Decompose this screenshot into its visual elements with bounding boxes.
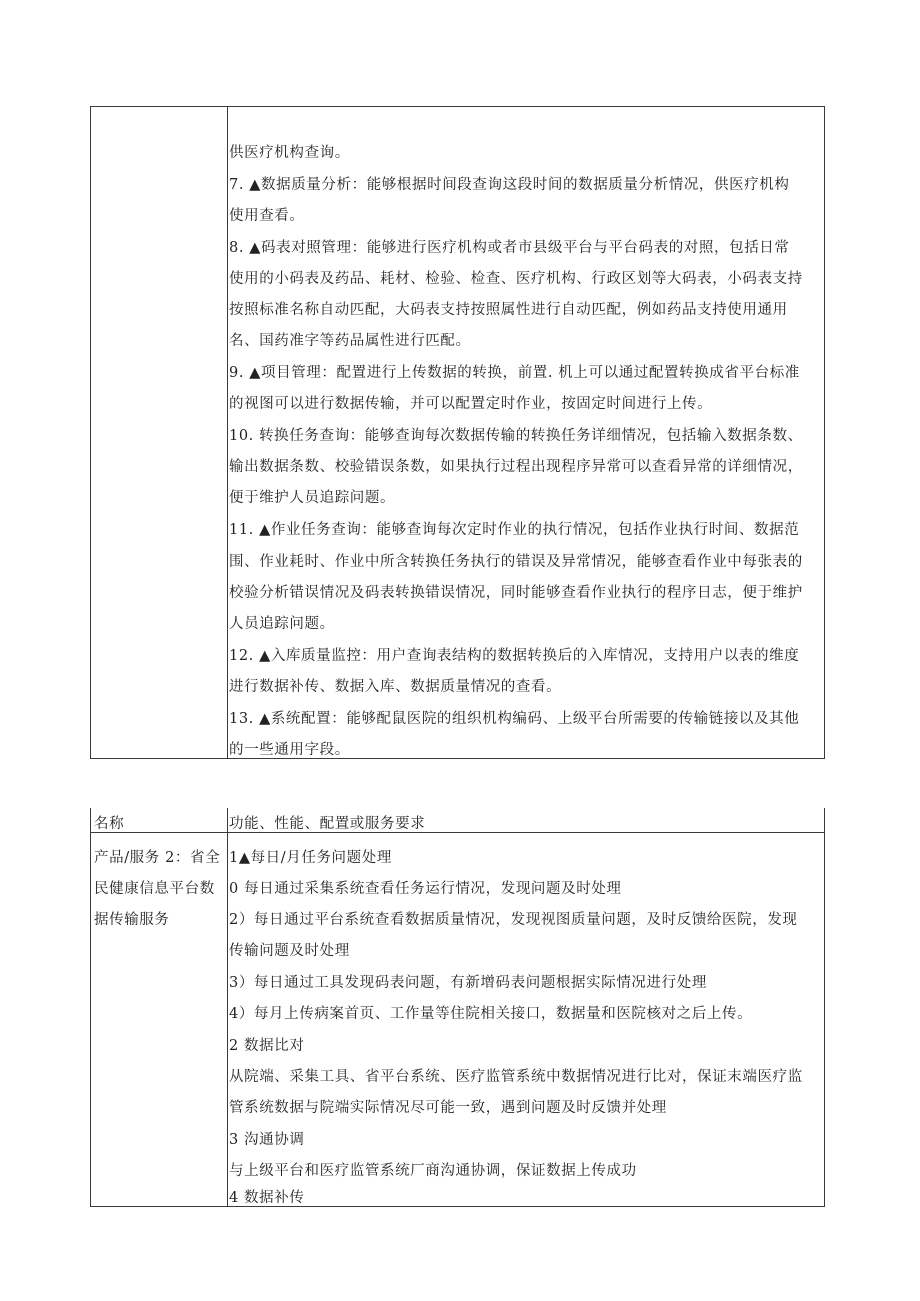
text-line: 与上级平台和医疗监管系统厂商沟通协调，保证数据上传成功 <box>229 1163 637 1179</box>
text-line: 传输问题及时处理 <box>229 943 350 959</box>
text-line: 使用查看。 <box>229 208 305 224</box>
text-line: 便于维护人员追踪问题。 <box>229 490 396 506</box>
text-line: 12. ▲入库质量监控：用户查询表结构的数据转换后的入库情况，支持用户以表的维度 <box>229 648 800 664</box>
text-line: 4）每月上传病案首页、工作量等住院相关接口，数据量和医院核对之后上传。 <box>229 1006 753 1022</box>
text-line: 按照标准名称自动匹配，大码表支持按照属性进行自动匹配，例如药品支持使用通用 <box>229 302 788 318</box>
text-line: 人员追踪问题。 <box>229 616 335 632</box>
text-line: 9. ▲项目管理：配置进行上传数据的转换，前置. 机上可以通过配置转换成省平台标准 <box>229 365 800 381</box>
text-line: 围、作业耗时、作业中所含转换任务执行的错误及异常情况，能够查看作业中每张表的 <box>229 554 803 570</box>
header-name: 名称 <box>94 816 125 832</box>
text-line: 从院端、采集工具、省平台系统、医疗监管系统中数据情况进行比对，保证末端医疗监 <box>229 1069 803 1085</box>
requirements-table-continued <box>90 106 825 759</box>
header-divider <box>91 832 824 833</box>
product-name-line: 产品/服务 2：省全 <box>94 850 221 866</box>
text-line: 的一些通用字段。 <box>229 742 350 758</box>
service-requirements-table <box>90 808 825 1207</box>
text-line: 输出数据条数、校验错误条数，如果执行过程出现程序异常可以查看异常的详细情况， <box>229 459 803 475</box>
text-line: 名、国药准字等药品属性进行匹配。 <box>229 333 471 349</box>
header-requirements: 功能、性能、配置或服务要求 <box>229 816 426 832</box>
text-line: 10. 转换任务查询：能够查询每次数据传输的转换任务详细情况，包括输入数据条数、 <box>229 428 803 444</box>
text-line: 4 数据补传 <box>229 1190 305 1206</box>
text-line: 校验分析错误情况及码表转换错误情况，同时能够查看作业执行的程序日志，便于维护 <box>229 585 803 601</box>
text-line: 3 沟通协调 <box>229 1132 305 1148</box>
text-line: 11. ▲作业任务查询：能够查询每次定时作业的执行情况，包括作业执行时间、数据范 <box>229 522 800 538</box>
text-line: 1▲每日/月任务问题处理 <box>229 850 392 866</box>
text-line: 供医疗机构查询。 <box>229 145 350 161</box>
text-line: 使用的小码表及药品、耗材、检验、检查、医疗机构、行政区划等大码表，小码表支持 <box>229 271 803 287</box>
text-line: 2 数据比对 <box>229 1038 305 1054</box>
text-line: 管系统数据与院端实际情况尽可能一致，遇到问题及时反馈并处理 <box>229 1100 667 1116</box>
text-line: 3）每日通过工具发现码表问题，有新增码表问题根据实际情况进行处理 <box>229 975 707 991</box>
product-name-line: 据传输服务 <box>94 912 170 928</box>
column-divider <box>227 808 228 1206</box>
text-line: 的视图可以进行数据传输，并可以配置定时作业，按固定时间进行上传。 <box>229 396 713 412</box>
text-line: 7. ▲数据质量分析：能够根据时间段查询这段时间的数据质量分析情况，供医疗机构 <box>229 177 790 193</box>
text-line: 进行数据补传、数据入库、数据质量情况的查看。 <box>229 679 562 695</box>
text-line: 2）每日通过平台系统查看数据质量情况，发现视图质量问题，及时反馈给医院，发现 <box>229 912 798 928</box>
column-divider <box>227 107 228 758</box>
product-name-line: 民健康信息平台数 <box>94 881 215 897</box>
text-line: 13. ▲系统配置：能够配鼠医院的组织机构编码、上级平台所需要的传输链接以及其他 <box>229 711 800 727</box>
text-line: 0 每日通过采集系统查看任务运行情况，发现问题及时处理 <box>229 881 622 897</box>
text-line: 8. ▲码表对照管理：能够进行医疗机构或者市县级平台与平台码表的对照，包括日常 <box>229 240 790 256</box>
